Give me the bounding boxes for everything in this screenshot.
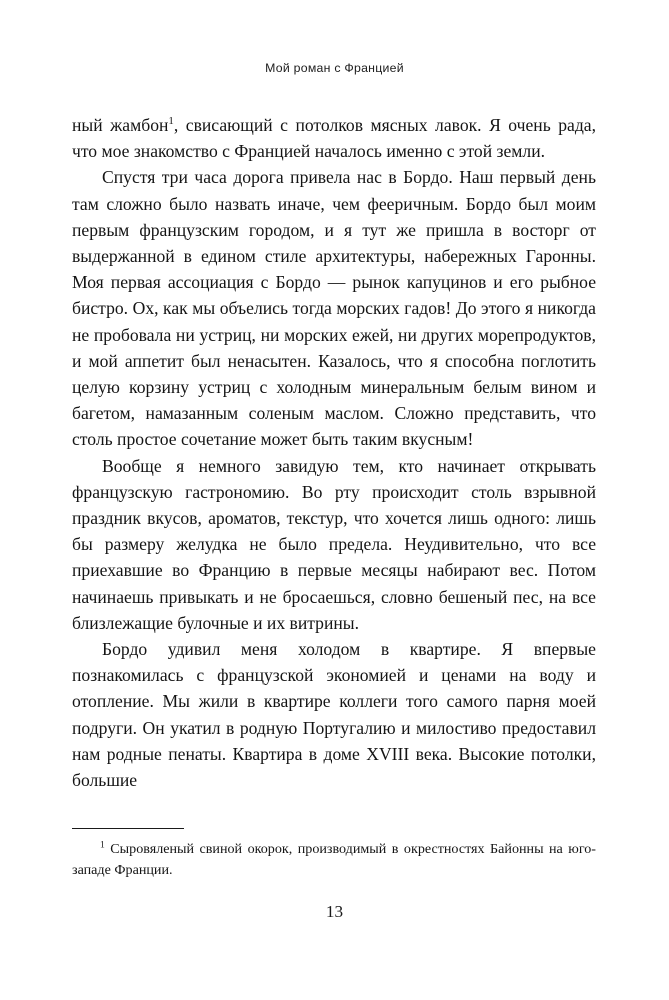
paragraph: Спустя три часа дорога привела нас в Бордо. Наш первый день там сложно было назвать иначе, чем фееричным. Бордо был моим первым французским городом, и я тут же пришла в восторг от выдержанной в едином стиле архитектуры, набережных Гаронны. Моя первая ассоциация с Бордо — рынок капуцинов и его рыбное бистро. Ох, как мы объелись тогда морских гадов! До этого я никогда не пробовала ни устриц, ни морских ежей, ни других морепродуктов, и мой аппетит был ненасытен. Казалось, что я способна поглотить целую корзину устриц с холодным минеральным белым вином и багетом, намазанным соленым маслом. Сложно представить, что столь простое сочетание может быть таким вкусным! bbox=[72, 167, 596, 450]
footnote-reference-marker: 1 bbox=[168, 115, 174, 128]
footnote bbox=[72, 839, 596, 880]
paragraph-text-after-footnote-ref: , свисающий с потолков мясных лавок. Я очень рада, что мое знакомство с Францией началось именно с этой земли. bbox=[72, 115, 596, 162]
footnote-block bbox=[72, 828, 596, 880]
paragraph-text-before-footnote-ref: ный жамбон bbox=[72, 115, 169, 135]
page-number: 13 bbox=[325, 902, 344, 921]
footnote-separator-rule bbox=[72, 828, 184, 829]
footnote-marker: 1 bbox=[100, 839, 105, 851]
footnote-text: Сыровяленый свиной окорок, производимый в окрестностях Байонны на юго-западе Франции. bbox=[72, 841, 596, 878]
paragraph: Вообще я немного завидую тем, кто начинает открывать французскую гастрономию. Во рту происходит столь взрывной праздник вкусов, ароматов, текстур, что хочется лишь одного: лишь бы размеру желудка не было предела. Неудивительно, что все приехавшие во Францию в первые месяцы набирают вес. Потом начинаешь привыкать и не бросаешься, словно бешеный пес, на все близлежащие булочные и их витрины. bbox=[72, 455, 596, 633]
paragraph: Бордо удивил меня холодом в квартире. Я впервые познакомилась с французской экономией и ценами на воду и отопление. Мы жили в квартире коллеги того самого парня моей подруги. Он укатил в родную Португалию и милостиво предоставил нам родные пенаты. Квартира в доме XVIII века. Высокие потолки, большие bbox=[72, 639, 596, 791]
body-text-column bbox=[72, 112, 596, 793]
running-header: Мой роман с Францией bbox=[265, 61, 404, 75]
paragraph-continuation bbox=[72, 112, 596, 164]
